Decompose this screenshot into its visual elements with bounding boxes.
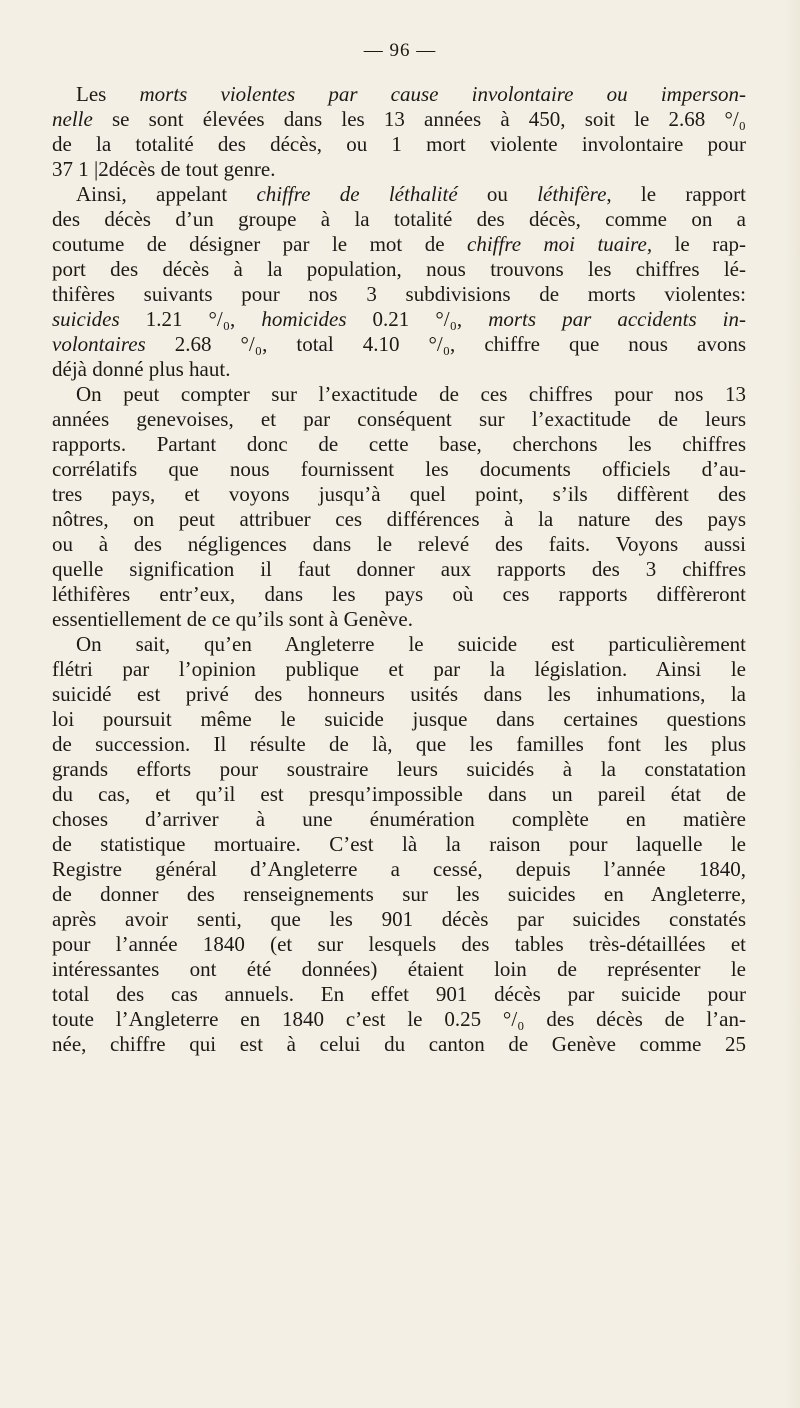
text-line [52,282,746,307]
text-run: loi poursuit même le suicide jusque dans certaines questions [52,707,746,731]
text-line [52,407,746,432]
text-run: choses d’arriver à une énumération complète en matière [52,807,746,831]
text-run: le rap- [652,232,747,256]
text-line [52,932,746,957]
text-run: tres pays, et voyons jusqu’à quel point, s’ils diffèrent des [52,482,746,506]
italic-text: homicides [261,307,347,331]
text-line [52,982,746,1007]
text-line [52,357,746,382]
text-line [52,807,746,832]
text-run: léthifères entr’eux, dans les pays où ces rapports diffèreront [52,582,746,606]
text-run: de statistique mortuaire. C’est là la raison pour laquelle le [52,832,746,856]
text-line [52,132,746,157]
text-line [52,857,746,882]
text-line [52,157,746,182]
text-run: années genevoises, et par conséquent sur l’exactitude de leurs [52,407,746,431]
text-run: On sait, qu’en Angleterre le suicide est particulièrement [76,632,746,656]
text-run: du cas, et qu’il est presqu’impossible dans un pareil état de [52,782,746,806]
text-line [52,532,746,557]
text-run: quelle signification il faut donner aux rapports des 3 chiffres [52,557,746,581]
italic-text: chiffre moi tuaire, [467,232,653,256]
text-line [52,782,746,807]
text-line [52,707,746,732]
text-run: suicidé est privé des honneurs usités dans les inhumations, la [52,682,746,706]
text-run: nôtres, on peut attribuer ces différences à la nature des pays [52,507,746,531]
text-line [52,732,746,757]
text-run: ou [457,182,538,206]
text-line [52,432,746,457]
text-line [52,957,746,982]
text-run: de la totalité des décès, ou 1 mort violente involontaire pour [52,132,746,156]
text-run: rapports. Partant donc de cette base, cherchons les chiffres [52,432,746,456]
text-run: pour l’année 1840 (et sur lesquels des tables très-détaillées et [52,932,746,956]
text-run: des décès d’un groupe à la totalité des décès, comme on a [52,207,746,231]
text-line [52,82,746,107]
text-run: essentiellement de ce qu’ils sont à Genève. [52,607,413,631]
text-run: de donner des renseignements sur les suicides en Angleterre, [52,882,746,906]
text-run: 1.21 °/₀, [119,307,262,331]
text-line [52,607,746,632]
text-line [52,232,746,257]
text-run: de succession. Il résulte de là, que les familles font les plus [52,732,746,756]
text-run: total des cas annuels. En effet 901 décès par suicide pour [52,982,746,1006]
text-run: déjà donné plus haut. [52,357,231,381]
text-line [52,907,746,932]
text-run: 0.21 °/₀, [346,307,489,331]
text-run: Ainsi, appelant [76,182,257,206]
paragraph [52,632,746,1057]
text-line [52,582,746,607]
page-edge-shadow [786,0,800,1408]
text-line [52,307,746,332]
text-line [52,457,746,482]
text-run: intéressantes ont été données) étaient loin de représenter le [52,957,746,981]
page-number: — 96 — [363,40,437,61]
text-line [52,207,746,232]
text-line [52,332,746,357]
italic-text: morts violentes par cause involontaire ou imperson- [139,82,746,106]
body-text [52,82,746,1057]
text-run: se sont élevées dans les 13 années à 450, soit le 2.68 °/₀ [92,107,746,131]
text-run: après avoir senti, que les 901 décès par suicides constatés [52,907,746,931]
italic-text: chiffre de léthalité [256,182,458,206]
text-run: 2.68 °/₀, total 4.10 °/₀, chiffre que nous avons [145,332,746,356]
text-line [52,632,746,657]
text-run: Les [76,82,140,106]
text-line [52,557,746,582]
italic-text: volontaires [52,332,146,356]
italic-text: suicides [52,307,120,331]
text-line [52,182,746,207]
text-run: flétri par l’opinion publique et par la législation. Ainsi le [52,657,746,681]
text-line [52,832,746,857]
italic-text: morts par accidents in- [488,307,747,331]
text-line [52,507,746,532]
text-line [52,382,746,407]
text-run: ou à des négligences dans le relevé des faits. Voyons aussi [52,532,746,556]
text-run: 37 1 |2décès de tout genre. [52,157,276,181]
paragraph [52,382,746,632]
text-run: port des décès à la population, nous trouvons les chiffres lé- [52,257,746,281]
text-run: Registre général d’Angleterre a cessé, depuis l’année 1840, [52,857,746,881]
text-line [52,1032,746,1057]
paragraph [52,182,746,382]
text-run: grands efforts pour soustraire leurs suicidés à la constatation [52,757,746,781]
text-line [52,882,746,907]
text-line [52,1007,746,1032]
text-run: , le rapport [606,182,746,206]
text-line [52,107,746,132]
italic-text: léthifère [537,182,607,206]
text-run: coutume de désigner par le mot de [52,232,467,256]
text-line [52,482,746,507]
text-line [52,257,746,282]
text-line [52,757,746,782]
italic-text: nelle [52,107,93,131]
text-run: toute l’Angleterre en 1840 c’est le 0.25 °/₀ des décès de l’an- [52,1007,746,1031]
text-run: On peut compter sur l’exactitude de ces chiffres pour nos 13 [76,382,746,406]
text-line [52,682,746,707]
text-run: corrélatifs que nous fournissent les documents officiels d’au- [52,457,746,481]
text-line [52,657,746,682]
text-run: née, chiffre qui est à celui du canton de Genève comme 25 [52,1032,746,1056]
paragraph [52,82,746,182]
text-run: thifères suivants pour nos 3 subdivisions de morts violentes: [52,282,746,306]
